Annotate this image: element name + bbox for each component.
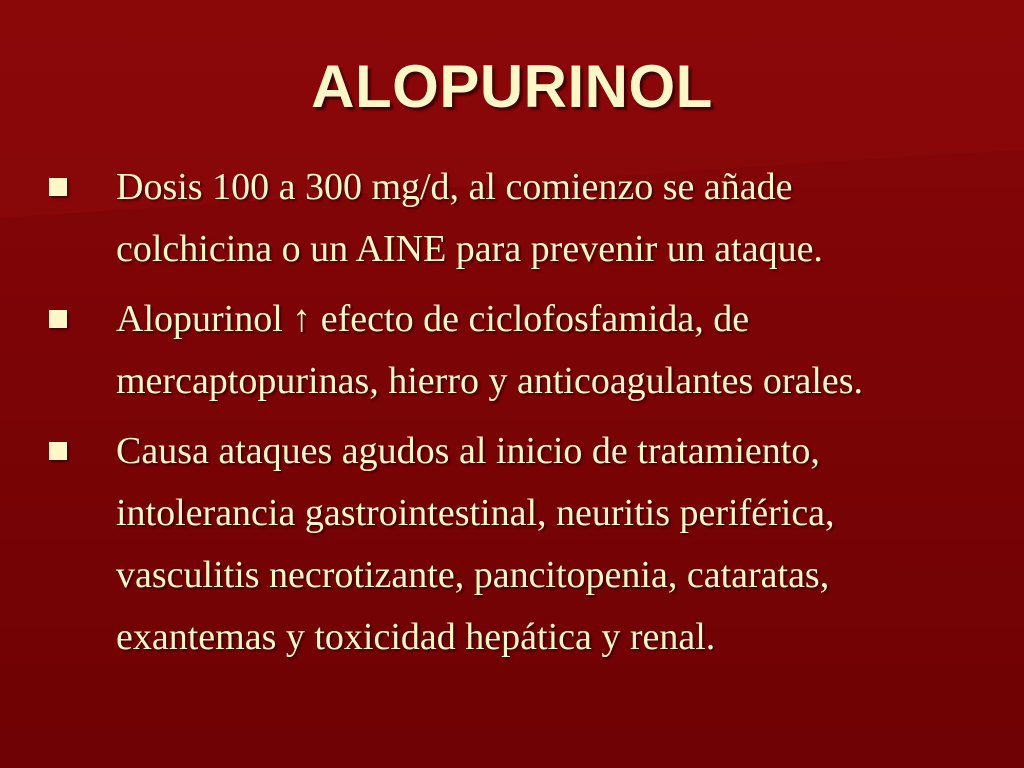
bullet-line: Dosis 100 a 300 mg/d, al comienzo se añade [116,166,793,208]
square-bullet-icon [49,310,67,328]
bullet-list [0,156,1024,676]
bullet-line: exantemas y toxicidad hepática y renal. [116,616,716,658]
bullet-line: Alopurinol ↑ efecto de ciclofosfamida, de [116,298,750,340]
square-bullet-icon [49,178,67,196]
bullet-item [0,156,1024,280]
bullet-line: intolerancia gastrointestinal, neuritis periférica, [116,492,835,534]
bullet-line: vasculitis necrotizante, pancitopenia, cataratas, [116,554,830,596]
bullet-line: mercaptopurinas, hierro y anticoagulantes orales. [116,360,864,402]
bullet-line: Causa ataques agudos al inicio de tratamiento, [116,430,820,472]
slide-title: ALOPURINOL [311,53,713,120]
square-bullet-icon [49,442,67,460]
bullet-item [0,420,1024,668]
bullet-item [0,288,1024,412]
bullet-line: colchicina o un AINE para prevenir un ataque. [116,228,823,270]
